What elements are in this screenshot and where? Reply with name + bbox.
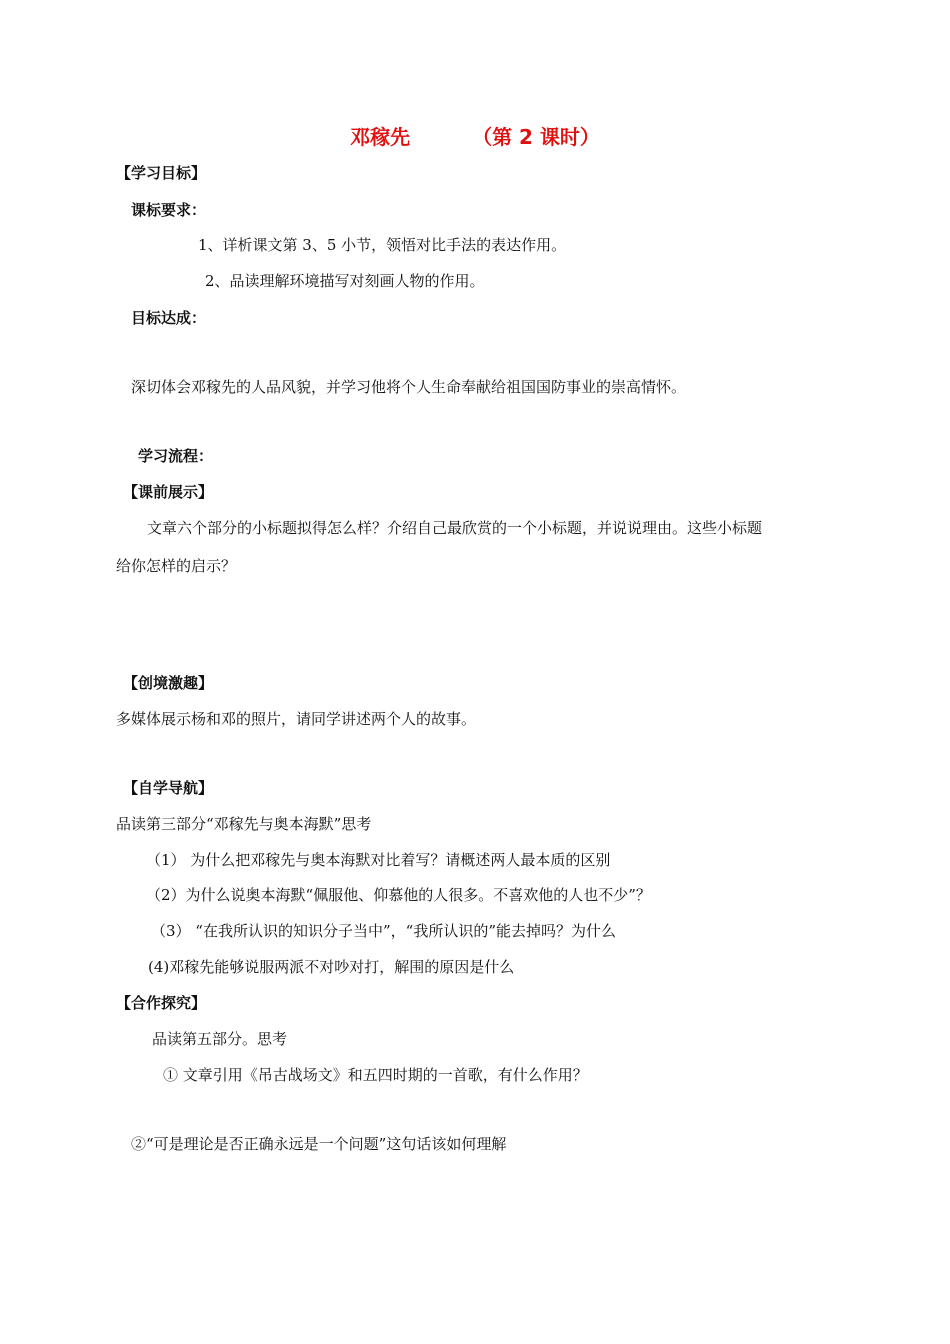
title-lesson: （第 2 课时） — [472, 125, 600, 149]
self-study-question-2: （2）为什么说奥本海默“佩服他、仰慕他的人很多。不喜欢他的人也不少”？ — [146, 886, 651, 904]
standard-item-2: 2、品读理解环境描写对刻画人物的作用。 — [205, 272, 485, 290]
process-label: 学习流程： — [138, 447, 214, 465]
standard-label: 课标要求： — [131, 201, 207, 219]
achieve-label: 目标达成： — [131, 309, 207, 327]
preview-line-1: 文章六个部分的小标题拟得怎么样？介绍自己最欣赏的一个小标题，并说说理由。这些小标题 — [147, 519, 763, 537]
preview-heading: 【课前展示】 — [123, 483, 214, 501]
self-study-question-3: （3） “在我所认识的知识分子当中”，“我所认识的”能去掉吗？为什么 — [151, 922, 616, 940]
cooperation-question-2: ②“可是理论是否正确永远是一个问题”这句话该如何理解 — [131, 1135, 507, 1153]
self-study-question-4: (4)邓稼先能够说服两派不对吵对打，解围的原因是什么 — [148, 958, 515, 976]
document-title — [0, 124, 950, 150]
scenario-text: 多媒体展示杨和邓的照片，请同学讲述两个人的故事。 — [116, 710, 477, 728]
self-study-heading: 【自学导航】 — [123, 779, 214, 797]
objectives-heading: 【学习目标】 — [116, 164, 207, 182]
title-name: 邓稼先 — [350, 125, 411, 149]
scenario-heading: 【创境激趣】 — [123, 674, 214, 692]
achieve-text: 深切体会邓稼先的人品风貌，并学习他将个人生命奉献给祖国国防事业的崇高情怀。 — [131, 378, 687, 396]
preview-line-2: 给你怎样的启示？ — [116, 557, 237, 575]
cooperation-heading: 【合作探究】 — [116, 994, 207, 1012]
self-study-question-1: （1） 为什么把邓稼先与奥本海默对比着写？请概述两人最本质的区别 — [146, 851, 611, 869]
cooperation-intro: 品读第五部分。思考 — [152, 1030, 288, 1048]
standard-item-1: 1、详析课文第 3、5 小节，领悟对比手法的表达作用。 — [198, 236, 567, 254]
cooperation-question-1: ① 文章引用《吊古战场文》和五四时期的一首歌，有什么作用？ — [163, 1066, 588, 1084]
self-study-intro: 品读第三部分“邓稼先与奥本海默”思考 — [116, 815, 372, 833]
